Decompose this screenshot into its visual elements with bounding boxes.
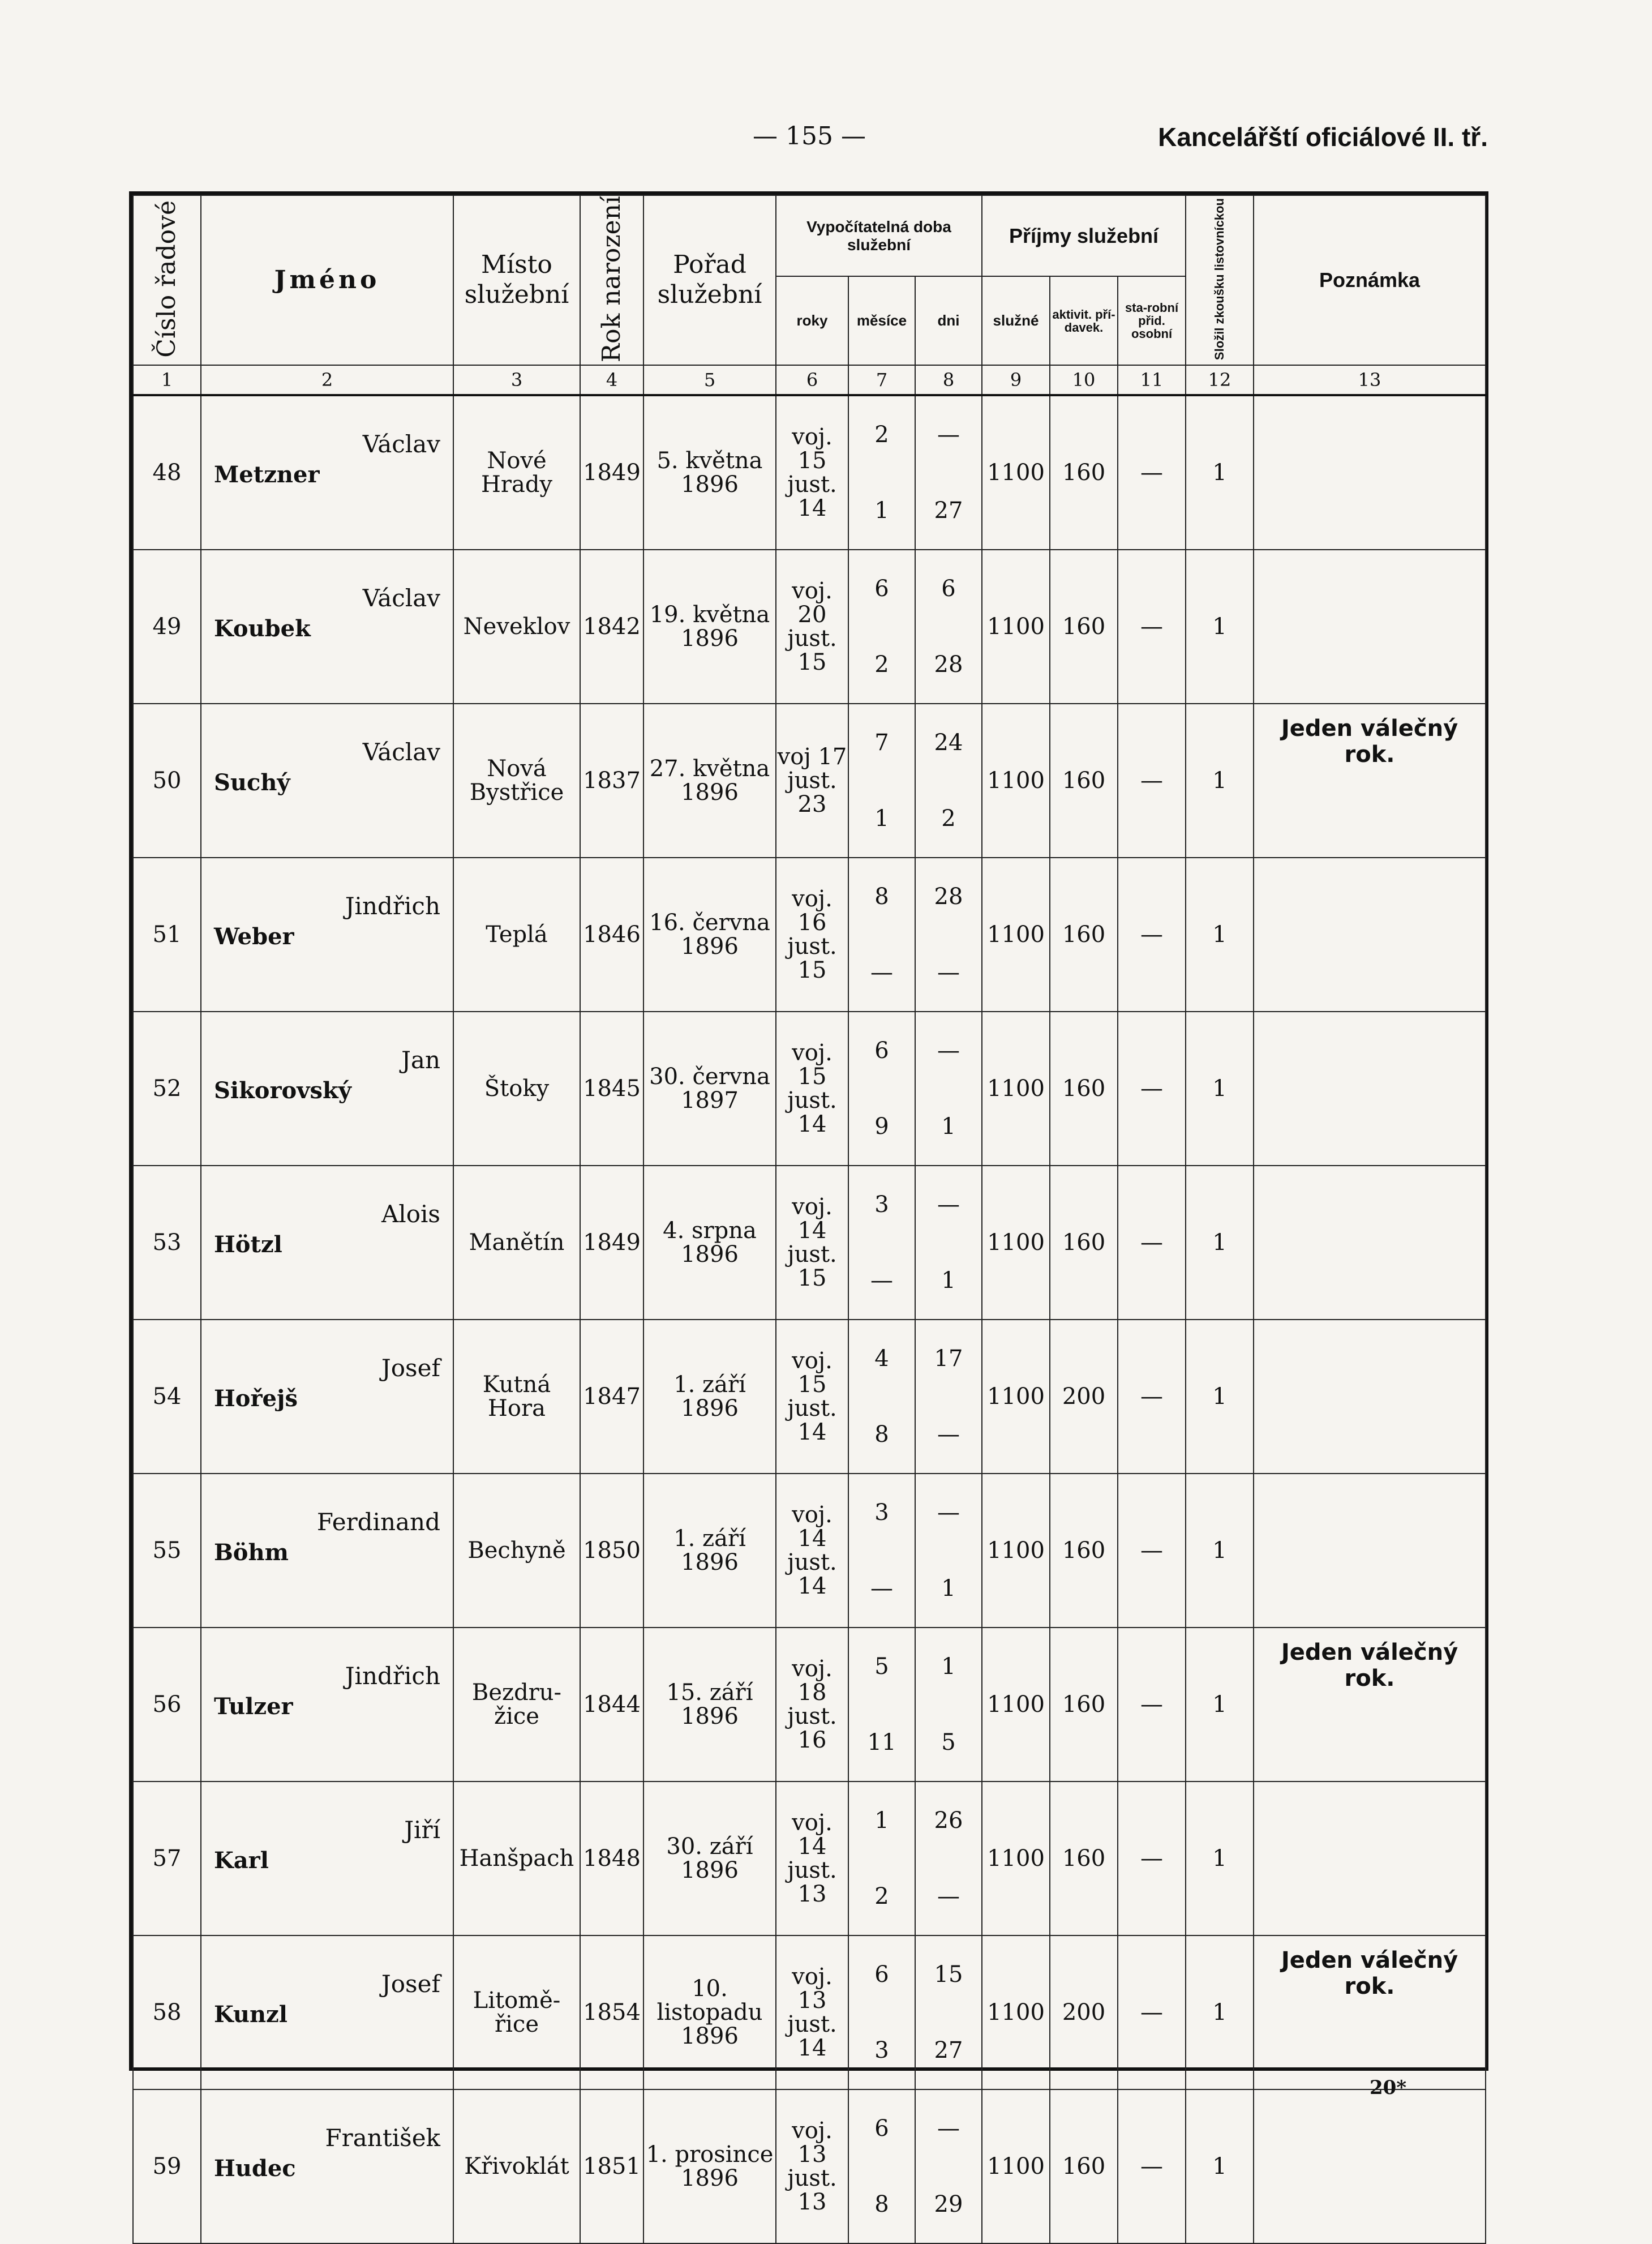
service-years: voj. 15 just. 14 [776,1320,848,1474]
place: Teplá [453,858,580,1012]
service-date: 1. prosince 1896 [643,2089,776,2243]
note [1254,1166,1486,1320]
service-days: — 27 [915,395,982,550]
row-number: 54 [133,1320,201,1474]
place: Hanšpach [453,1782,580,1935]
header-months: měsíce [848,276,915,365]
last-name: Weber [214,923,294,950]
service-days: — 1 [915,1012,982,1166]
first-name: Jan [401,1046,440,1074]
first-name: Ferdinand [316,1508,440,1536]
place: Štoky [453,1012,580,1166]
name-cell [201,858,453,1012]
birth-year: 1845 [580,1012,643,1166]
row-number: 56 [133,1628,201,1782]
activity-allowance: 160 [1050,1474,1118,1628]
header-days: dni [915,276,982,365]
seniority-allowance: — [1118,2089,1186,2243]
seniority-allowance: — [1118,1012,1186,1166]
exam-passed: 1 [1186,1474,1254,1628]
note [1254,858,1486,1012]
table-row [133,704,1486,858]
seniority-allowance: — [1118,704,1186,858]
service-years: voj. 15 just. 14 [776,1012,848,1166]
name-cell [201,2089,453,2243]
birth-year: 1844 [580,1628,643,1782]
seniority-allowance: — [1118,395,1186,550]
service-days: 17 — [915,1320,982,1474]
birth-year: 1847 [580,1320,643,1474]
service-days: 28 — [915,858,982,1012]
service-months: 5 11 [848,1628,915,1782]
last-name: Tulzer [214,1693,293,1720]
seniority-allowance: — [1118,1320,1186,1474]
exam-passed: 1 [1186,550,1254,704]
place: Kutná Hora [453,1320,580,1474]
header-group-income: Příjmy služební [982,195,1186,276]
service-months: 7 1 [848,704,915,858]
name-cell [201,1782,453,1935]
birth-year: 1851 [580,2089,643,2243]
birth-year: 1849 [580,395,643,550]
header-number: Číslo řadové [133,195,201,365]
birth-year: 1842 [580,550,643,704]
last-name: Kunzl [214,2001,288,2028]
salary: 1100 [982,704,1050,858]
service-days: 24 2 [915,704,982,858]
birth-year: 1848 [580,1782,643,1935]
header-place: Místo služební [453,195,580,365]
activity-allowance: 160 [1050,1012,1118,1166]
row-number: 59 [133,2089,201,2243]
seniority-allowance: — [1118,1474,1186,1628]
exam-passed: 1 [1186,395,1254,550]
first-name: František [325,2124,440,2152]
service-date: 15. září 1896 [643,1628,776,1782]
name-cell [201,704,453,858]
name-cell [201,1474,453,1628]
seniority-allowance: — [1118,1935,1186,2089]
birth-year: 1849 [580,1166,643,1320]
first-name: Alois [381,1200,440,1228]
activity-allowance: 160 [1050,704,1118,858]
staff-table [132,195,1486,2244]
seniority-allowance: — [1118,1166,1186,1320]
service-months: 3 — [848,1166,915,1320]
seniority-allowance: — [1118,858,1186,1012]
name-cell [201,1012,453,1166]
table-row [133,1474,1486,1628]
row-number: 51 [133,858,201,1012]
service-years: voj. 20 just. 15 [776,550,848,704]
table-row [133,1935,1486,2089]
place: Manětín [453,1166,580,1320]
seniority-allowance: — [1118,1782,1186,1935]
first-name: Jindřich [345,1662,440,1690]
salary: 1100 [982,1935,1050,2089]
place: Nové Hrady [453,395,580,550]
service-months: 3 — [848,1474,915,1628]
header-years: roky [776,276,848,365]
activity-allowance: 200 [1050,1320,1118,1474]
service-date: 10. listopadu 1896 [643,1935,776,2089]
service-date: 30. června 1897 [643,1012,776,1166]
table-row [133,858,1486,1012]
service-months: 8 — [848,858,915,1012]
place: Bezdru-žice [453,1628,580,1782]
name-cell [201,550,453,704]
service-days: 6 28 [915,550,982,704]
service-days: — 1 [915,1166,982,1320]
service-years: voj. 14 just. 15 [776,1166,848,1320]
row-number: 55 [133,1474,201,1628]
header-group-service-time: Vypočítatelná doba služební [776,195,982,276]
activity-allowance: 160 [1050,2089,1118,2243]
first-name: Václav [362,430,440,458]
last-name: Koubek [214,615,311,642]
table-row [133,1166,1486,1320]
note: Jeden válečný rok. [1254,1628,1486,1782]
salary: 1100 [982,395,1050,550]
service-years: voj 17 just. 23 [776,704,848,858]
salary: 1100 [982,1782,1050,1935]
exam-passed: 1 [1186,2089,1254,2243]
place: Křivoklát [453,2089,580,2243]
exam-passed: 1 [1186,704,1254,858]
note [1254,2089,1486,2243]
last-name: Karl [214,1847,269,1874]
note [1254,550,1486,704]
table-row [133,1320,1486,1474]
row-number: 53 [133,1166,201,1320]
name-cell [201,1166,453,1320]
header-exam: Složil zkoušku listovníckou [1186,195,1254,365]
note [1254,1320,1486,1474]
salary: 1100 [982,858,1050,1012]
first-name: Václav [362,584,440,612]
row-number: 50 [133,704,201,858]
page-number: — 155 — [753,122,866,151]
service-days: — 1 [915,1474,982,1628]
exam-passed: 1 [1186,1935,1254,2089]
note: Jeden válečný rok. [1254,704,1486,858]
last-name: Hudec [214,2155,296,2182]
salary: 1100 [982,1166,1050,1320]
place: Nová Bystřice [453,704,580,858]
note [1254,1782,1486,1935]
service-date: 1. září 1896 [643,1474,776,1628]
service-years: voj. 14 just. 14 [776,1474,848,1628]
service-years: voj. 15 just. 14 [776,395,848,550]
first-name: Josef [381,1354,440,1382]
table-row [133,1012,1486,1166]
note: Jeden válečný rok. [1254,1935,1486,2089]
service-days: 1 5 [915,1628,982,1782]
birth-year: 1850 [580,1474,643,1628]
service-years: voj. 14 just. 13 [776,1782,848,1935]
service-months: 6 9 [848,1012,915,1166]
service-date: 27. května 1896 [643,704,776,858]
exam-passed: 1 [1186,1628,1254,1782]
name-cell [201,1320,453,1474]
birth-year: 1846 [580,858,643,1012]
activity-allowance: 160 [1050,1628,1118,1782]
column-number-row: 1 2 3 4 5 6 7 8 9 10 11 12 13 [133,365,1486,395]
note [1254,1012,1486,1166]
running-title: Kancelářští oficiálové II. tř. [1158,122,1488,152]
table-row [133,550,1486,704]
service-years: voj. 18 just. 16 [776,1628,848,1782]
activity-allowance: 160 [1050,550,1118,704]
name-cell [201,395,453,550]
exam-passed: 1 [1186,1782,1254,1935]
seniority-allowance: — [1118,550,1186,704]
service-date: 30. září 1896 [643,1782,776,1935]
last-name: Hořejš [214,1385,298,1412]
activity-allowance: 160 [1050,1782,1118,1935]
service-months: 6 3 [848,1935,915,2089]
header-seniority-allowance: sta-robní přid. osobní [1118,276,1186,365]
service-days: 15 27 [915,1935,982,2089]
table-row [133,1782,1486,1935]
service-date: 4. srpna 1896 [643,1166,776,1320]
last-name: Sikorovský [214,1077,351,1104]
row-number: 57 [133,1782,201,1935]
salary: 1100 [982,1320,1050,1474]
place: Neveklov [453,550,580,704]
service-years: voj. 13 just. 13 [776,2089,848,2243]
exam-passed: 1 [1186,1166,1254,1320]
header-name: Jméno [201,195,453,365]
header-service-order: Pořad služební [643,195,776,365]
row-number: 58 [133,1935,201,2089]
activity-allowance: 160 [1050,1166,1118,1320]
service-date: 1. září 1896 [643,1320,776,1474]
exam-passed: 1 [1186,1012,1254,1166]
first-name: Jindřich [345,892,440,920]
service-date: 16. června 1896 [643,858,776,1012]
place: Bechyně [453,1474,580,1628]
service-months: 6 2 [848,550,915,704]
salary: 1100 [982,1628,1050,1782]
service-days: — 29 [915,2089,982,2243]
signature-mark: 20* [1370,2076,1407,2099]
last-name: Metzner [214,461,320,488]
salary: 1100 [982,550,1050,704]
birth-year: 1837 [580,704,643,858]
service-days: 26 — [915,1782,982,1935]
note [1254,395,1486,550]
table-row [133,1628,1486,1782]
service-date: 19. května 1896 [643,550,776,704]
last-name: Böhm [214,1539,289,1566]
last-name: Suchý [214,769,290,796]
service-years: voj. 13 just. 14 [776,1935,848,2089]
header-salary: služné [982,276,1050,365]
seniority-allowance: — [1118,1628,1186,1782]
service-months: 4 8 [848,1320,915,1474]
salary: 1100 [982,2089,1050,2243]
activity-allowance: 160 [1050,858,1118,1012]
table-row [133,395,1486,550]
first-name: Václav [362,738,440,766]
salary: 1100 [982,1474,1050,1628]
activity-allowance: 160 [1050,395,1118,550]
header-activity-allowance: aktivit. pří-davek. [1050,276,1118,365]
activity-allowance: 200 [1050,1935,1118,2089]
first-name: Josef [381,1970,440,1998]
service-months: 1 2 [848,1782,915,1935]
service-date: 5. května 1896 [643,395,776,550]
last-name: Hötzl [214,1231,282,1258]
name-cell [201,1935,453,2089]
row-number: 52 [133,1012,201,1166]
name-cell [201,1628,453,1782]
header-note: Poznámka [1254,195,1486,365]
service-years: voj. 16 just. 15 [776,858,848,1012]
exam-passed: 1 [1186,858,1254,1012]
row-number: 48 [133,395,201,550]
header-birth-year: Rok narození [580,195,643,365]
place: Litomě-řice [453,1935,580,2089]
service-months: 6 8 [848,2089,915,2243]
service-months: 2 1 [848,395,915,550]
row-number: 49 [133,550,201,704]
exam-passed: 1 [1186,1320,1254,1474]
note [1254,1474,1486,1628]
birth-year: 1854 [580,1935,643,2089]
first-name: Jiří [404,1816,440,1844]
table-row [133,2089,1486,2243]
salary: 1100 [982,1012,1050,1166]
